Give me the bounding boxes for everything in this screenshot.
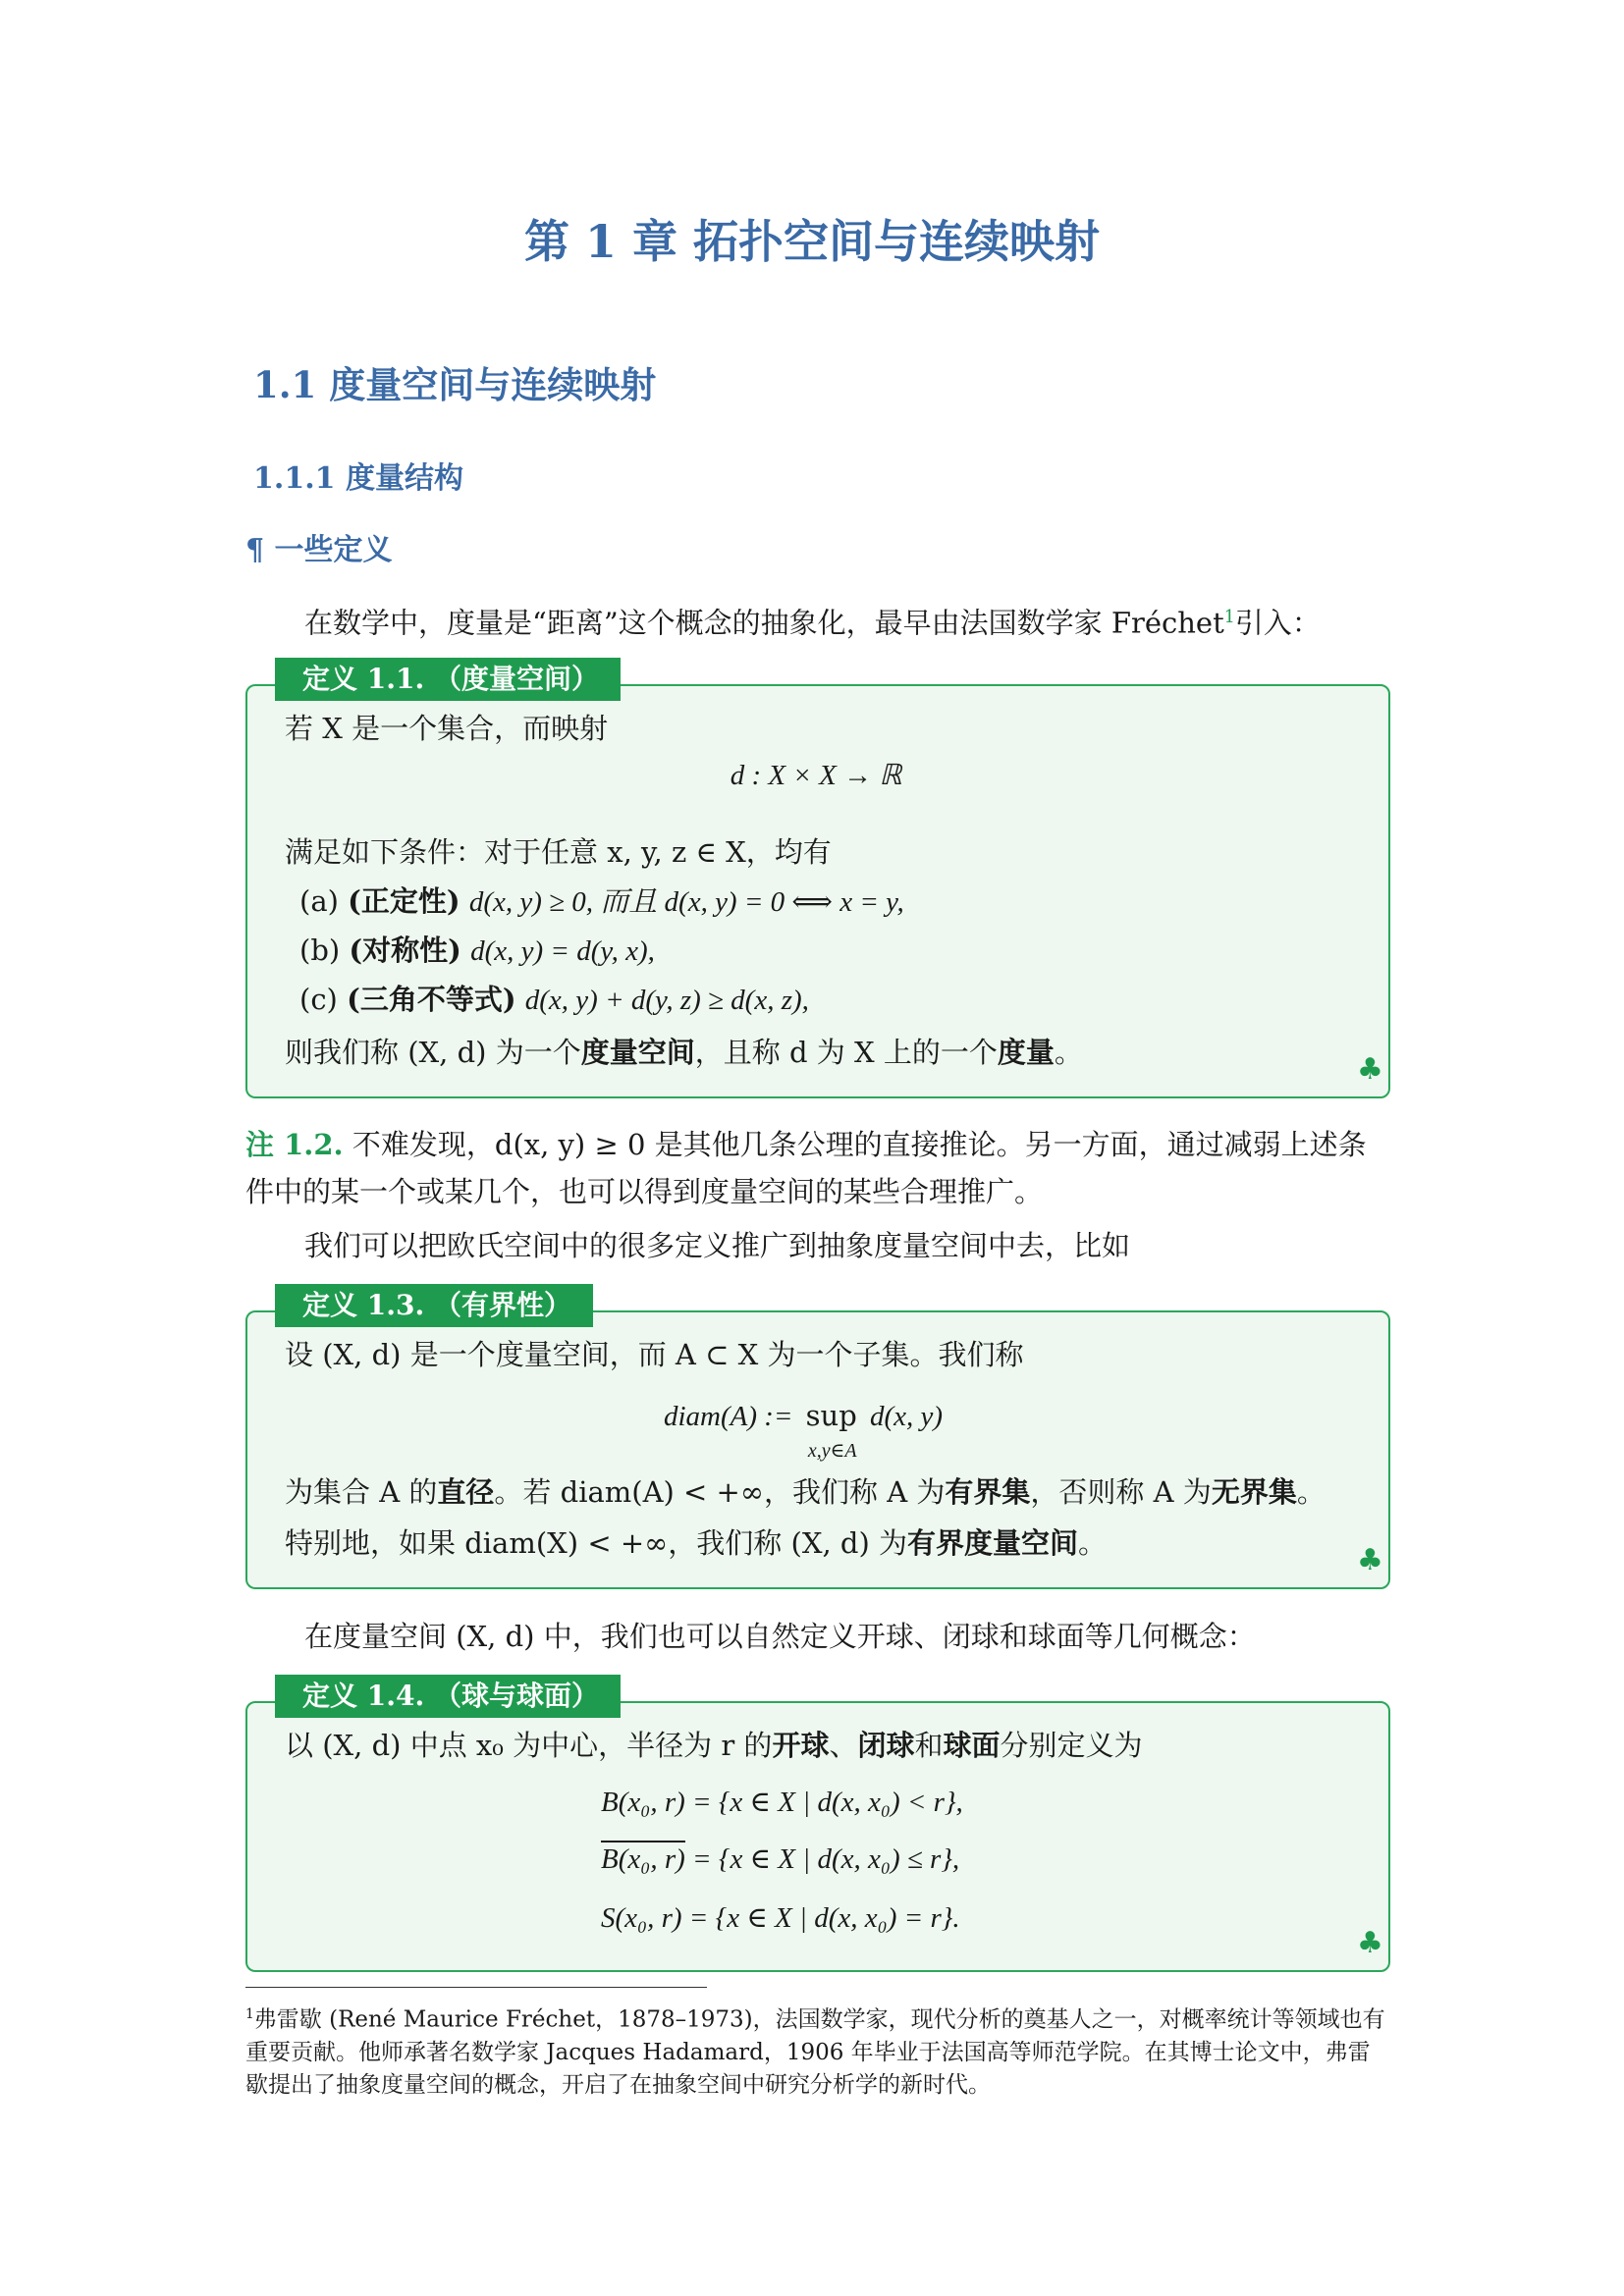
def13-l3-a: 特别地，如果 diam(X) < +∞，我们称 (X, d) 为 bbox=[285, 1526, 908, 1560]
item-b-tag: (b) bbox=[299, 934, 341, 967]
def14-formula-closed-ball bbox=[601, 1840, 959, 1879]
item-b-name: (对称性) bbox=[349, 934, 461, 967]
item-b-text: d(x, y) = d(y, x), bbox=[470, 935, 655, 967]
def11-formula: d : X × X → ℝ bbox=[730, 760, 902, 791]
def11-conclusion bbox=[285, 1033, 1083, 1072]
item-c-text: d(x, y) + d(y, z) ≥ d(x, z), bbox=[524, 985, 809, 1016]
def13-l2-e: ，否则称 A 为 bbox=[1030, 1475, 1212, 1509]
closed-ball-bar: B(x₀, r) bbox=[601, 1841, 685, 1875]
def14-l1-e: 和 bbox=[914, 1729, 944, 1762]
sup-subscript: x,y∈A bbox=[807, 1440, 857, 1462]
def13-l2-a: 为集合 A 的 bbox=[285, 1475, 438, 1509]
def13-l2-g: 。 bbox=[1296, 1475, 1326, 1509]
remark-1-2 bbox=[245, 1124, 1388, 1165]
def11-line2: 满足如下条件：对于任意 x, y, z ∈ X，均有 bbox=[285, 835, 832, 869]
definition-label-1-3: 定义 1.3. （有界性） bbox=[275, 1284, 593, 1327]
chapter-title: 第 1 章 拓扑空间与连续映射 bbox=[523, 215, 1101, 268]
footnote bbox=[245, 1999, 1388, 2102]
club-suit-icon: ♣ bbox=[1357, 1926, 1383, 1960]
item-a-name: (正定性) bbox=[348, 884, 460, 918]
concl-bold2: 度量 bbox=[997, 1036, 1055, 1069]
definition-label-1-1: 定义 1.1. （度量空间） bbox=[275, 658, 621, 701]
def14-formula-sphere: S(x₀, r) = {x ∈ X | d(x, x₀) = r}. bbox=[601, 1902, 960, 1934]
def14-l1-c: 、 bbox=[829, 1729, 858, 1762]
remark-1-2-cont: 件中的某一个或某几个，也可以得到度量空间的某些合理推广。 bbox=[245, 1175, 1044, 1208]
transition-paragraph-2: 在度量空间 (X, d) 中，我们也可以自然定义开球、闭球和球面等几何概念： bbox=[304, 1620, 1256, 1653]
def11-item-b bbox=[299, 931, 655, 971]
transition-paragraph-1: 我们可以把欧氏空间中的很多定义推广到抽象度量空间中去，比如 bbox=[304, 1229, 1131, 1262]
item-a-text: d(x, y) ≥ 0, 而且 d(x, y) = 0 ⟺ x = y, bbox=[468, 886, 904, 918]
intro-tail: 引入： bbox=[1234, 606, 1321, 640]
def13-l3-b: 有界度量空间 bbox=[907, 1526, 1079, 1560]
concl-bold: 度量空间 bbox=[580, 1036, 695, 1069]
def13-l3-c: 。 bbox=[1078, 1526, 1108, 1560]
concl-mid: ，且称 d 为 X 上的一个 bbox=[694, 1036, 998, 1069]
def13-l2-f: 无界集 bbox=[1211, 1475, 1297, 1509]
def13-l2-b: 直径 bbox=[437, 1475, 495, 1509]
definition-label-1-4: 定义 1.4. （球与球面） bbox=[275, 1675, 621, 1718]
def14-line1 bbox=[285, 1726, 1143, 1765]
sup-text: sup bbox=[805, 1399, 857, 1432]
def14-l1-a: 以 (X, d) 中点 x₀ 为中心，半径为 r 的 bbox=[285, 1729, 773, 1762]
club-suit-icon: ♣ bbox=[1357, 1052, 1383, 1087]
footnote-mark: 1 bbox=[245, 2006, 254, 2022]
def14-l1-b: 开球 bbox=[772, 1729, 830, 1762]
def14-l1-f: 球面 bbox=[943, 1729, 1001, 1762]
closed-ball-rest: = {x ∈ X | d(x, x₀) ≤ r}, bbox=[684, 1843, 960, 1875]
item-c-tag: (c) bbox=[299, 983, 338, 1016]
def13-line2 bbox=[285, 1472, 1326, 1512]
subsection-title: 1.1.1 度量结构 bbox=[253, 461, 463, 496]
diam-left: diam(A) := bbox=[664, 1401, 793, 1432]
remark-text1: 不难发现，d(x, y) ≥ 0 是其他几条公理的直接推论。另一方面，通过减弱上述条 bbox=[352, 1128, 1367, 1161]
item-a-tag: (a) bbox=[299, 884, 339, 918]
footnote-rule bbox=[245, 1987, 707, 1988]
club-suit-icon: ♣ bbox=[1357, 1543, 1383, 1577]
intro-paragraph bbox=[245, 597, 1388, 644]
def14-l1-g: 分别定义为 bbox=[1000, 1729, 1143, 1762]
intro-text: 在数学中，度量是“距离”这个概念的抽象化，最早由法国数学家 Fréchet bbox=[304, 606, 1224, 640]
def14-l1-d: 闭球 bbox=[857, 1729, 915, 1762]
paragraph-title: ¶ 一些定义 bbox=[245, 533, 393, 567]
def11-item-a bbox=[299, 881, 904, 922]
footnote-ref[interactable]: 1 bbox=[1223, 608, 1235, 627]
concl-pre: 则我们称 (X, d) 为一个 bbox=[285, 1036, 581, 1069]
sup-operator bbox=[802, 1396, 861, 1462]
item-c-name: (三角不等式) bbox=[347, 983, 516, 1016]
def13-l2-c: 。若 diam(A) < +∞，我们称 A 为 bbox=[494, 1475, 946, 1509]
def13-line1: 设 (X, d) 是一个度量空间，而 A ⊂ X 为一个子集。我们称 bbox=[285, 1338, 1024, 1371]
def13-formula bbox=[664, 1396, 944, 1462]
def14-formula-open-ball: B(x₀, r) = {x ∈ X | d(x, x₀) < r}, bbox=[601, 1787, 963, 1818]
def13-l2-d: 有界集 bbox=[945, 1475, 1031, 1509]
footnote-text: 弗雷歇 (René Maurice Fréchet，1878–1973)，法国数学家，现代分析的奠基人之一，对概率统计等领域也有重要贡献。他师承著名数学家 Jacques Hadamard，1906 年毕业于法国高等师范学院。在其博士论文中，弗雷歇提出了抽象度量空间的概念，开启了在抽象空间中研究分析学的新时代。 bbox=[245, 2006, 1385, 2098]
def11-line1: 若 X 是一个集合，而映射 bbox=[285, 712, 609, 745]
diam-right: d(x, y) bbox=[869, 1401, 944, 1432]
def11-item-c bbox=[299, 980, 809, 1020]
def13-line3 bbox=[285, 1523, 1107, 1563]
section-title: 1.1 度量空间与连续映射 bbox=[253, 363, 657, 406]
remark-label: 注 1.2. bbox=[245, 1128, 344, 1161]
concl-end: 。 bbox=[1054, 1036, 1083, 1069]
